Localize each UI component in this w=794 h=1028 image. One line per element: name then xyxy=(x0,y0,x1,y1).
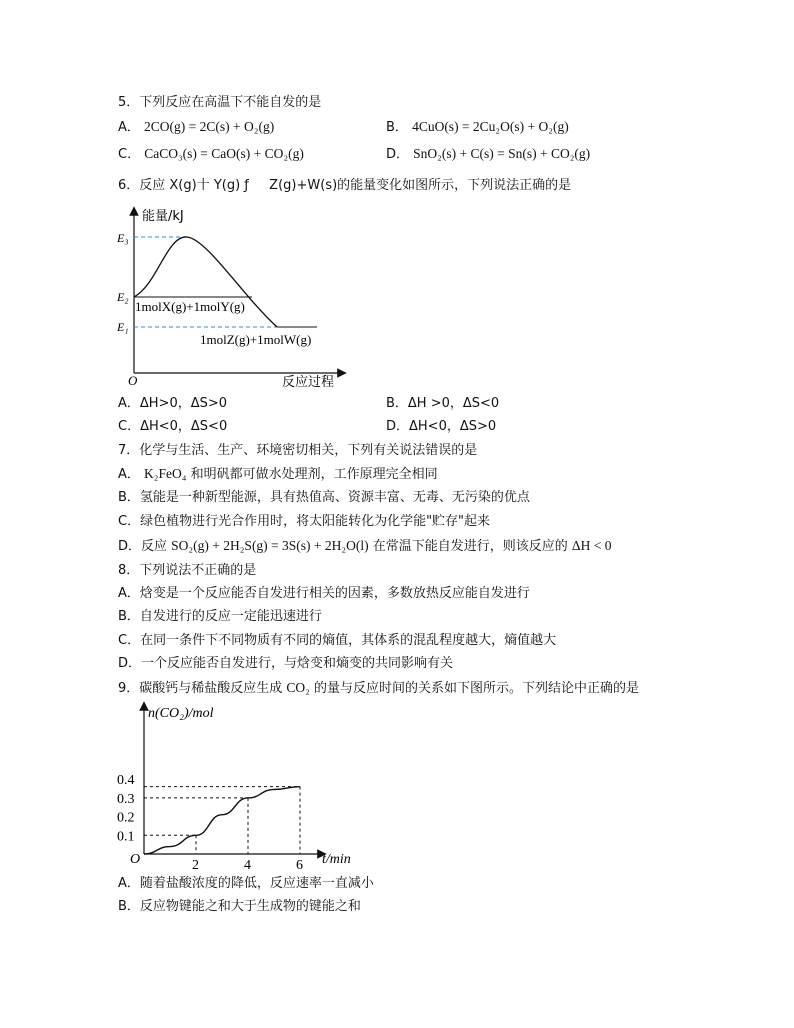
q6-stem xyxy=(118,178,571,194)
q8-option-d: D．一个反应能否自发进行，与焓变和熵变的共同影响有关 xyxy=(118,656,454,671)
x-tick-label: 6 xyxy=(296,858,303,873)
reactants-label: 1molX(g)+1molY(g) xyxy=(135,299,245,314)
q9-stem-part1: 9．碳酸钙与稀盐酸反应生成 xyxy=(118,681,283,696)
q5-b-label: B． xyxy=(386,120,408,135)
co2-series-line xyxy=(144,787,300,854)
y-tick-label: 0.4 xyxy=(117,773,135,789)
q5-d-equation: SnO₂(s) + C(s) = Sn(s) + CO₂(g) xyxy=(413,146,591,161)
q7-d-equation: SO₂(g) + 2H₂S(g) = 3S(s) + 2H₂O(l) xyxy=(171,538,369,553)
q5-option-d xyxy=(386,146,590,163)
y-tick-label: 0.1 xyxy=(117,829,135,845)
level-e2-label: E₂ xyxy=(117,290,129,304)
q8-option-a: A．焓变是一个反应能否自发进行相关的因素，多数放热反应能自发进行 xyxy=(118,586,530,601)
energy-ylabel: 能量/kJ xyxy=(142,209,184,224)
energy-origin: O xyxy=(128,373,138,388)
energy-diagram xyxy=(112,205,362,390)
q6-option-b: B．ΔH >0，ΔS<0 xyxy=(386,396,500,411)
q5-c-equation: CaCO₃(s) = CaO(s) + CO₂(g) xyxy=(144,146,304,161)
q6-option-c: C．ΔH<0，ΔS<0 xyxy=(118,419,228,434)
q5-option-a xyxy=(118,119,274,136)
level-e3-label: E₃ xyxy=(117,231,129,245)
y-tick-label: 0.2 xyxy=(117,810,135,826)
energy-xlabel: 反应过程 xyxy=(282,375,335,390)
co2-xlabel: t/min xyxy=(322,852,351,867)
q5-stem: 5．下列反应在高温下不能自发的是 xyxy=(118,95,322,110)
q5-c-label: C． xyxy=(118,147,141,162)
q7-a-formula: K₂FeO₄ xyxy=(144,466,187,481)
q9-stem-formula: CO₂ xyxy=(286,680,310,695)
q7-a-label: A． xyxy=(118,467,140,482)
x-tick-label: 2 xyxy=(192,858,199,873)
q7-option-a xyxy=(118,466,438,483)
q6-option-a: A．ΔH>0，ΔS>0 xyxy=(118,396,228,411)
y-tick-label: 0.3 xyxy=(117,791,135,807)
q6-stem-part2: Z(g)+W(s)的能量变化如图所示，下列说法正确的是 xyxy=(269,178,572,193)
q8-option-c: C．在同一条件下不同物质有不同的熵值，其体系的混乱程度越大，熵值越大 xyxy=(118,633,557,648)
q7-option-d xyxy=(118,538,611,555)
x-tick-label: 4 xyxy=(244,858,251,873)
q6-stem-part1: 6．反应 X(g)十 Y(g) ƒ xyxy=(118,178,249,193)
q7-d-label: D．反应 xyxy=(118,539,168,554)
q5-d-label: D． xyxy=(386,147,410,162)
q5-b-equation: 4CuO(s) = 2Cu₂O(s) + O₂(g) xyxy=(412,119,569,134)
q7-a-text: 和明矾都可做水处理剂，工作原理完全相同 xyxy=(190,467,438,482)
q7-d-dh: ΔH < 0 xyxy=(571,538,612,553)
q7-option-b: B．氢能是一种新型能源，具有热值高、资源丰富、无毒、无污染的优点 xyxy=(118,490,530,505)
co2-origin: O xyxy=(130,852,141,867)
q9-stem-part2: 的量与反应时间的关系如下图所示。下列结论中正确的是 xyxy=(314,681,640,696)
products-label: 1molZ(g)+1molW(g) xyxy=(200,332,312,347)
q5-option-b xyxy=(386,119,569,136)
q6-option-d: D．ΔH<0，ΔS>0 xyxy=(386,419,497,434)
q9-option-b: B．反应物键能之和大于生成物的键能之和 xyxy=(118,899,361,914)
level-e1-label: E₁ xyxy=(117,320,129,334)
co2-ylabel: n(CO₂)/mol xyxy=(148,706,214,721)
q5-a-label: A． xyxy=(118,120,140,135)
q8-option-b: B．自发进行的反应一定能迅速进行 xyxy=(118,609,322,624)
q9-option-a: A．随着盐酸浓度的降低，反应速率一直减小 xyxy=(118,876,374,891)
q5-a-equation: 2CO(g) = 2C(s) + O₂(g) xyxy=(144,119,275,134)
q7-stem: 7．化学与生活、生产、环境密切相关，下列有关说法错误的是 xyxy=(118,443,478,458)
q5-option-c xyxy=(118,146,304,163)
q9-stem xyxy=(118,680,639,697)
q8-stem: 8．下列说法不正确的是 xyxy=(118,563,257,578)
q7-option-c: C．绿色植物进行光合作用时，将太阳能转化为化学能"贮存"起来 xyxy=(118,514,491,529)
co2-time-chart xyxy=(112,700,372,873)
q7-d-text: 在常温下能自发进行，则该反应的 xyxy=(372,539,568,554)
